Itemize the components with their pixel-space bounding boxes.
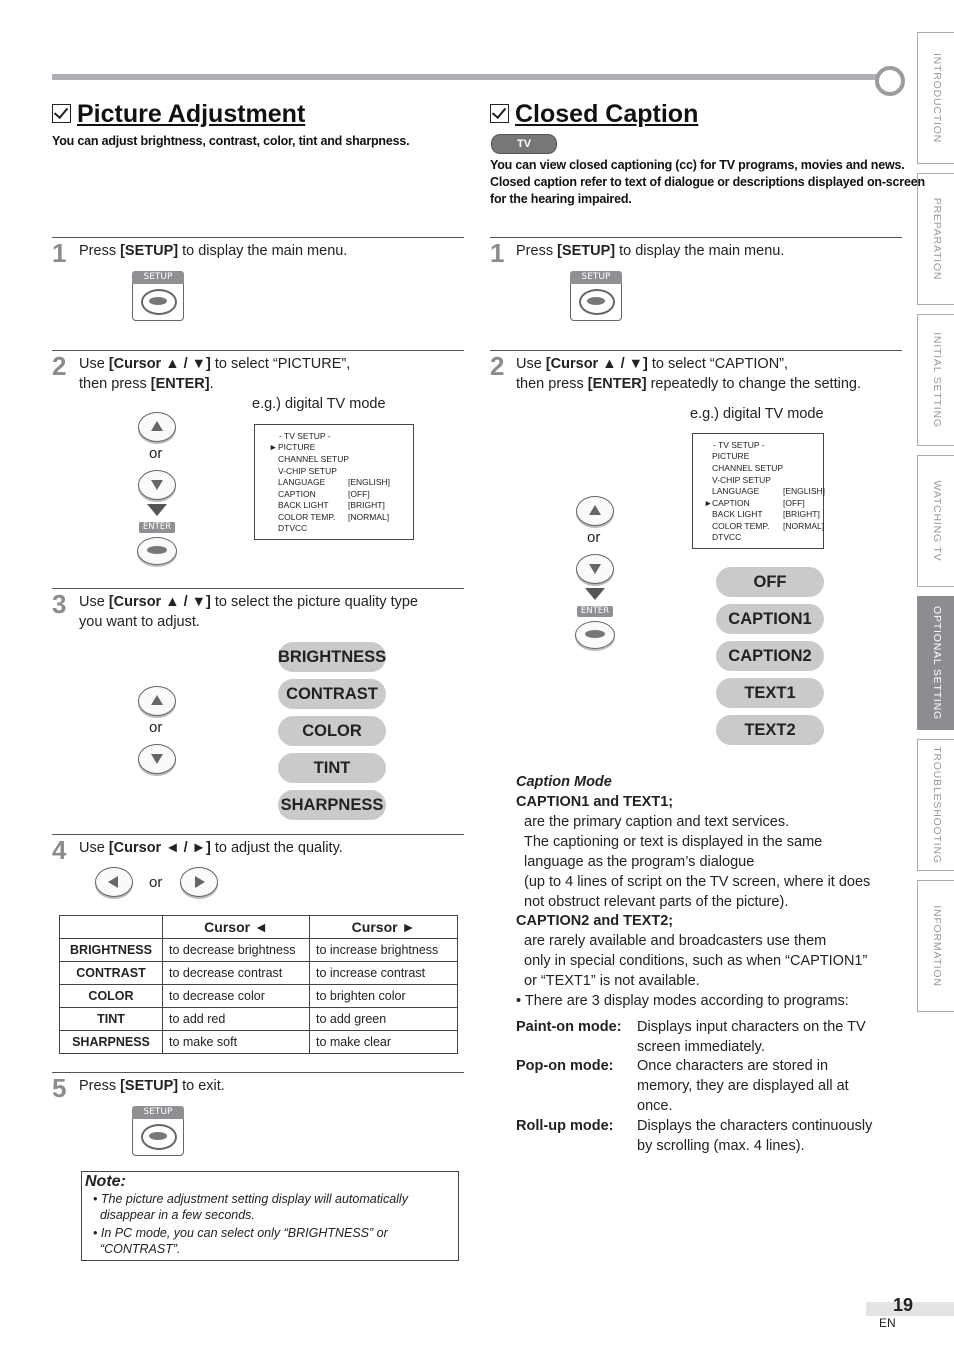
caption1-text1-title: CAPTION1 and TEXT1; [516,794,674,810]
step-divider [52,834,464,835]
caption-option-text2[interactable]: TEXT2 [716,715,824,745]
arrow-left-icon [108,876,118,888]
menu-title: - TV SETUP - [713,440,765,450]
table-cell: to add green [310,1008,458,1031]
table-header-cell: Cursor ► [310,916,458,939]
arrow-up-icon [589,505,601,515]
cursor-up-button[interactable] [576,496,614,526]
option-brightness[interactable]: BRIGHTNESS [278,642,386,672]
setup-button[interactable]: SETUP [132,1106,184,1156]
menu-item-value: [OFF] [783,498,805,508]
enter-label: ENTER [577,606,613,617]
table-row [60,962,458,985]
menu-item-value: [NORMAL] [348,512,390,522]
option-contrast[interactable]: CONTRAST [278,679,386,709]
menu-item-value: [BRIGHT] [348,500,385,510]
setup-button-icon [141,289,177,315]
menu-item-value: [NORMAL] [783,521,825,531]
cursor-left-button[interactable] [95,867,133,897]
note-box [81,1171,459,1261]
table-cell: to increase contrast [310,962,458,985]
flow-arrow-icon [147,504,167,516]
menu-item-value: [OFF] [348,489,370,499]
mode-description: Displays input characters on the TV screen immediately. [637,1019,866,1055]
table-cell: to make clear [310,1031,458,1054]
checkbox-icon [490,104,509,123]
caption-option-caption2[interactable]: CAPTION2 [716,641,824,671]
or-label: or [149,445,163,462]
arrow-down-icon [151,480,163,490]
table-cell: to decrease contrast [163,962,310,985]
page-number: 19 [893,1295,914,1315]
menu-item: DTVCC [712,532,742,542]
menu-item: CAPTION [278,489,316,499]
menu-item: CHANNEL SETUP [278,454,350,464]
side-tab-introduction[interactable]: INTRODUCTION [917,32,954,164]
table-cell: to decrease color [163,985,310,1008]
table-cell: to increase brightness [310,939,458,962]
mode-label: Pop-on mode: [516,1058,614,1074]
cursor-down-button[interactable] [138,470,176,500]
step-number: 4 [52,835,67,865]
caption2-text2-title: CAPTION2 and TEXT2; [516,913,674,929]
step-number: 5 [52,1073,67,1103]
enter-label: ENTER [139,522,175,533]
menu-item: DTVCC [278,523,308,533]
menu-item: CAPTION [712,498,750,508]
arrow-down-icon [589,564,601,574]
side-tab-troubleshooting[interactable]: TROUBLESHOOTING [917,739,954,871]
menu-item: COLOR TEMP. [278,512,336,522]
menu-item: BACK LIGHT [278,500,329,510]
note-item: • In PC mode, you can select only “BRIGHTNESS” or “CONTRAST”. [93,1226,388,1256]
table-row-header: BRIGHTNESS [60,939,163,962]
caption-mode-heading: Caption Mode [516,774,612,790]
step-number: 2 [490,351,505,381]
side-tab-optional-setting[interactable]: OPTIONAL SETTING [917,596,954,730]
mode-description: Once characters are stored in memory, they are displayed all at once. [637,1058,849,1114]
step-divider [490,350,902,351]
side-tab-preparation[interactable]: PREPARATION [917,173,954,305]
step2-text: Use [Cursor ▲ / ▼] to select “PICTURE”, then press [ENTER]. [79,356,351,392]
checkbox-icon [52,104,71,123]
arrow-right-icon [195,876,205,888]
picture-adjustment-intro: You can adjust brightness, contrast, color, tint and sharpness. [52,134,410,148]
table-row-header: TINT [60,1008,163,1031]
mode-label: Paint-on mode: [516,1019,622,1035]
cursor-right-button[interactable] [180,867,218,897]
cursor-up-button[interactable] [138,412,176,442]
side-tab-watching-tv[interactable]: WATCHING TV [917,455,954,587]
or-label: or [149,874,163,891]
step-number: 1 [490,238,505,268]
setup-button[interactable]: SETUP [570,271,622,321]
menu-item: LANGUAGE [712,486,760,496]
step1-text: Press [SETUP] to display the main menu. [516,243,785,259]
step4-text: Use [Cursor ◄ / ►] to adjust the quality. [79,840,343,856]
step-divider [52,350,464,351]
menu-item: COLOR TEMP. [712,521,770,531]
note-title: Note: [85,1173,126,1190]
closed-caption-title: Closed Caption [490,100,698,129]
table-row [60,1031,458,1054]
option-tint[interactable]: TINT [278,753,386,783]
caption-option-caption1[interactable]: CAPTION1 [716,604,824,634]
table-row [60,939,458,962]
example-caption: e.g.) digital TV mode [690,406,824,422]
step-divider [52,588,464,589]
or-label: or [149,719,163,736]
step-divider [52,1072,464,1073]
table-row-header: CONTRAST [60,962,163,985]
option-color[interactable]: COLOR [278,716,386,746]
tv-setup-menu [254,424,414,540]
setup-button[interactable]: SETUP [132,271,184,321]
table-cell: to decrease brightness [163,939,310,962]
caption1-text1-description: are the primary caption and text services. The captioning or text is displayed in the same language as the program’s dialogue (up to 4 lines of script on the TV screen, where it does not obstruct relevant parts of the picture). [524,814,871,910]
tv-setup-menu [692,433,824,549]
flow-arrow-icon [585,588,605,600]
table-cell: to add red [163,1008,310,1031]
setup-button-icon [579,289,615,315]
or-label: or [587,529,601,546]
caption-option-text1[interactable]: TEXT1 [716,678,824,708]
menu-item-value: [ENGLISH] [783,486,826,496]
step-number: 2 [52,351,67,381]
arrow-up-icon [151,421,163,431]
language-code: EN [879,1316,896,1330]
step-divider [490,237,902,238]
table-header-row [60,916,458,939]
step-number: 3 [52,589,67,619]
table-row [60,1008,458,1031]
side-tab-initial-setting[interactable]: INITIAL SETTING [917,314,954,446]
example-caption: e.g.) digital TV mode [252,396,386,412]
setup-button-icon [141,1124,177,1150]
menu-item-value: [BRIGHT] [783,509,820,519]
mode-description: Displays the characters continuously by scrolling (max. 4 lines). [637,1118,873,1154]
menu-item-value: [ENGLISH] [348,477,391,487]
menu-cursor-icon: ► [269,442,278,452]
table-cell: to make soft [163,1031,310,1054]
arrow-down-icon [151,754,163,764]
step2-text: Use [Cursor ▲ / ▼] to select “CAPTION”, then press [ENTER] repeatedly to change the setting. [516,356,861,392]
menu-item: PICTURE [278,442,316,452]
table-row-header: SHARPNESS [60,1031,163,1054]
adjustment-table [59,915,458,1054]
caption2-text2-description: are rarely available and broadcasters use them only in special conditions, such as when “CAPTION1” or “TEXT1” is not available. [524,933,868,989]
step1-text: Press [SETUP] to display the main menu. [79,243,348,259]
cursor-up-button[interactable] [138,686,176,716]
display-modes-intro: • There are 3 display modes according to programs: [516,993,849,1009]
enter-button[interactable] [575,621,615,649]
arrow-up-icon [151,695,163,705]
option-sharpness[interactable]: SHARPNESS [278,790,386,820]
step5-text: Press [SETUP] to exit. [79,1078,225,1094]
menu-item: BACK LIGHT [712,509,763,519]
step3-text: Use [Cursor ▲ / ▼] to select the picture quality type you want to adjust. [79,594,418,630]
table-row [60,985,458,1008]
caption-option-off[interactable]: OFF [716,567,824,597]
table-header-cell: Cursor ◄ [163,916,310,939]
table-cell: to brighten color [310,985,458,1008]
menu-item: V-CHIP SETUP [712,475,771,485]
note-item: • The picture adjustment setting display will automatically disappear in a few seconds. [93,1192,408,1222]
mode-label: Roll-up mode: [516,1118,614,1134]
cursor-down-button[interactable] [576,554,614,584]
header-circle-ornament [875,66,905,96]
tv-badge: TV [491,134,557,154]
table-header-cell [60,916,163,939]
menu-item: LANGUAGE [278,477,326,487]
enter-button[interactable] [137,537,177,565]
closed-caption-intro: You can view closed captioning (cc) for TV programs, movies and news. Closed caption refer to text of dialogue or descriptions displayed on-screen for the hearing impaired. [490,158,925,206]
table-row-header: COLOR [60,985,163,1008]
menu-item: CHANNEL SETUP [712,463,784,473]
menu-item: PICTURE [712,451,750,461]
side-tab-information[interactable]: INFORMATION [917,880,954,1012]
menu-cursor-icon: ► [704,498,713,508]
step-number: 1 [52,238,67,268]
menu-item: V-CHIP SETUP [278,466,337,476]
picture-adjustment-title: Picture Adjustment [52,100,305,129]
step-divider [52,237,464,238]
menu-title: - TV SETUP - [279,431,331,441]
header-rule [52,74,877,80]
cursor-down-button[interactable] [138,744,176,774]
